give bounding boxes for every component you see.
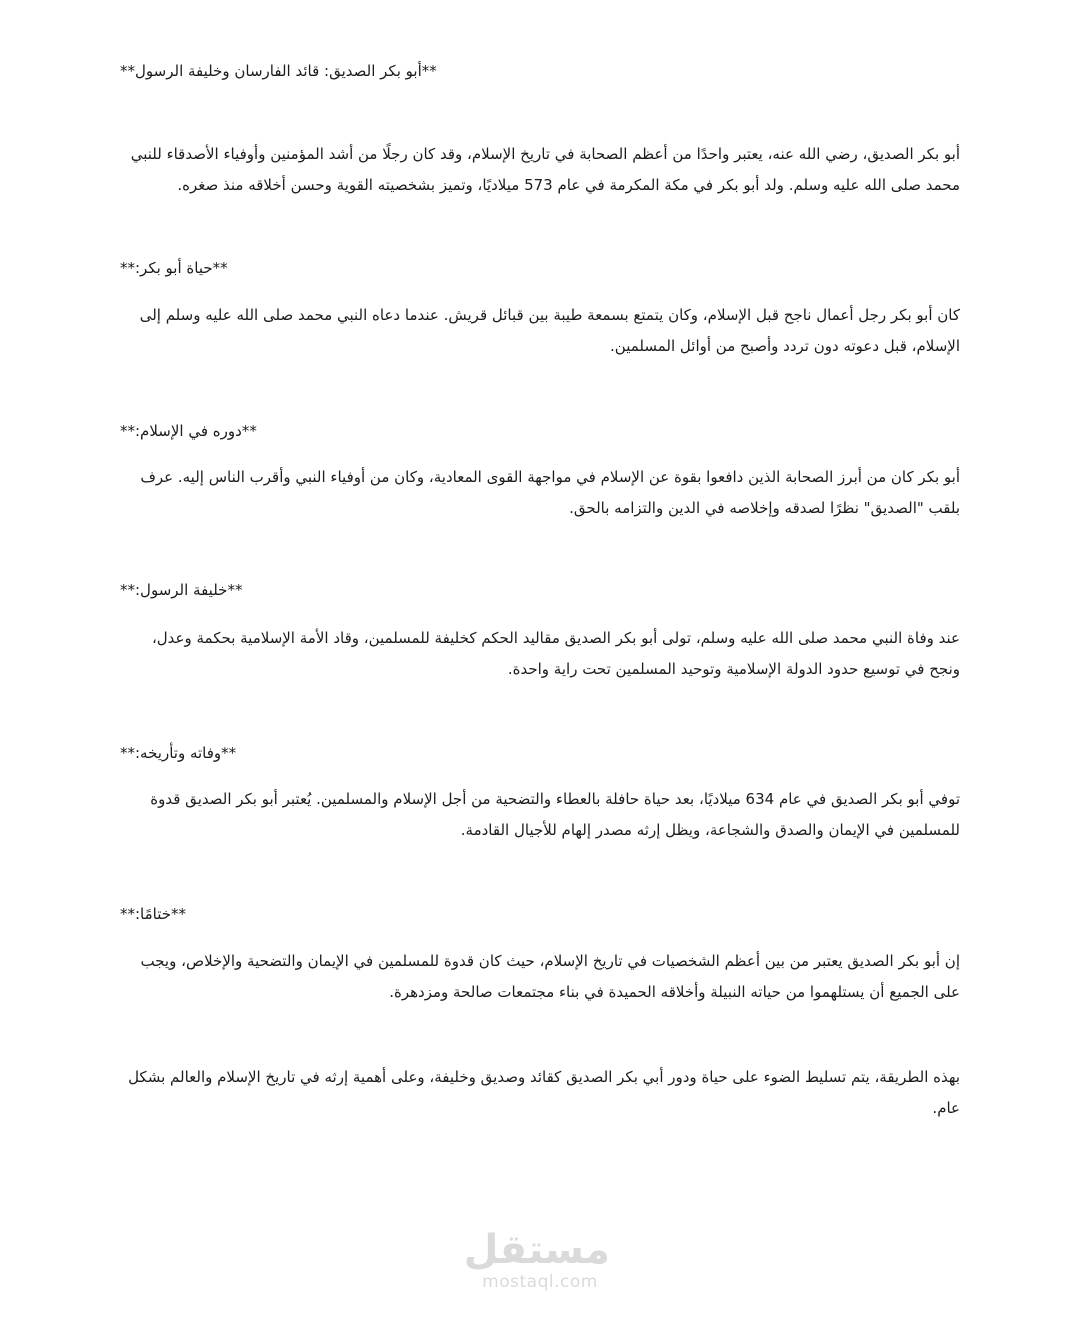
- closing-paragraph: بهذه الطريقة، يتم تسليط الضوء على حياة ودور أبي بكر الصديق كقائد وصديق وخليفة، وعلى أهمية إرثه في تاريخ الإسلام والعالم بشكل عام.: [128, 1068, 960, 1117]
- watermark-arabic-logo: مستقل: [463, 1227, 610, 1273]
- section-heading-role-text: **دوره في الإسلام:**: [120, 422, 257, 440]
- intro-paragraph: أبو بكر الصديق، رضي الله عنه، يعتبر واحدًا من أعظم الصحابة في تاريخ الإسلام، وقد كان رجلًا من أشد المؤمنين وأوفياء الأصدقاء للنبي محمد صلى الله عليه وسلم. ولد أبو بكر في مكة المكرمة في عام 573 ميلاديًا، وتميز بشخصيته القوية وحسن أخلاقه منذ صغره.: [130, 145, 960, 194]
- section-heading-caliph-text: **خليفة الرسول:**: [120, 581, 243, 599]
- mostaql-watermark: [463, 1227, 610, 1292]
- section-heading-conclusion: [120, 904, 960, 924]
- section-heading-death-text: **وفاته وتأريخه:**: [120, 744, 237, 762]
- section-heading-death: [120, 743, 960, 763]
- section-paragraph-role: أبو بكر كان من أبرز الصحابة الذين دافعوا بقوة عن الإسلام في مواجهة القوى المعادية، وكان من أوفياء النبي وأقرب الناس إليه. عرف بلقب "الصديق" نظرًا لصدقه وإخلاصه في الدين والتزامه بالحق.: [140, 468, 960, 517]
- section-heading-life: [120, 258, 960, 278]
- watermark-domain: mostaql.com: [482, 1272, 598, 1292]
- section-paragraph-death: توفي أبو بكر الصديق في عام 634 ميلاديًا، بعد حياة حافلة بالعطاء والتضحية من أجل الإسلام والمسلمين. يُعتبر أبو بكر الصديق قدوة للمسلمين في الإيمان والصدق والشجاعة، ويظل إرثه مصدر إلهام للأجيال القادمة.: [150, 790, 960, 839]
- document-title-text: **أبو بكر الصديق: قائد الفارسان وخليفة الرسول**: [120, 62, 437, 80]
- section-heading-life-text: **حياة أبو بكر:**: [120, 259, 228, 277]
- document-page: [120, 0, 960, 1318]
- document-title: [120, 61, 960, 81]
- section-heading-conclusion-text: **ختامًا:**: [120, 905, 187, 923]
- section-paragraph-life: كان أبو بكر رجل أعمال ناجح قبل الإسلام، وكان يتمتع بسمعة طيبة بين قبائل قريش. عندما دعاه النبي محمد صلى الله عليه وسلم إلى الإسلام، قبل دعوته دون تردد وأصبح من أوائل المسلمين.: [139, 306, 960, 355]
- section-paragraph-conclusion: إن أبو بكر الصديق يعتبر من بين أعظم الشخصيات في تاريخ الإسلام، حيث كان قدوة للمسلمين في الإيمان والتضحية والإخلاص، ويجب على الجميع أن يستلهموا من حياته النبيلة وأخلاقه الحميدة في بناء مجتمعات صالحة ومزدهرة.: [140, 952, 960, 1001]
- section-heading-caliph: [120, 580, 960, 600]
- section-paragraph-caliph: عند وفاة النبي محمد صلى الله عليه وسلم، تولى أبو بكر الصديق مقاليد الحكم كخليفة للمسلمين، وقاد الأمة الإسلامية بحكمة وعدل، ونجح في توسيع حدود الدولة الإسلامية وتوحيد المسلمين تحت راية واحدة.: [151, 629, 960, 678]
- section-heading-role: [120, 421, 960, 441]
